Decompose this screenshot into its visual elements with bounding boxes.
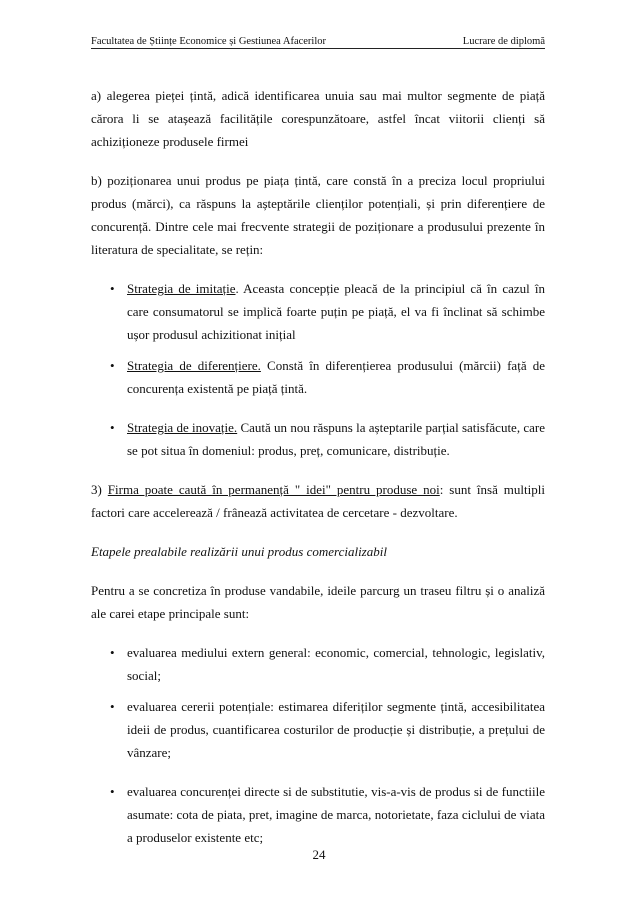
step-text: evaluarea mediului extern general: economic, comercial, tehnologic, legislativ, social; bbox=[127, 645, 545, 683]
list-item bbox=[91, 641, 545, 687]
header-thesis-label: Lucrare de diplomă bbox=[462, 36, 545, 47]
bullet-icon: • bbox=[110, 358, 115, 373]
list-item bbox=[91, 416, 545, 462]
step-text: evaluarea cererii potențiale: estimarea diferiților segmente țintă, accesibilitatea ideii de produs, cuantificarea costurilor de producție și distribuție, a prețului de vânzare; bbox=[127, 699, 545, 760]
page-number: 24 bbox=[312, 847, 326, 862]
list-item bbox=[91, 780, 545, 849]
paragraph-intro: Pentru a se concretiza în produse vandabile, ideile parcurg un traseu filtru și o analiză ale carei etape principale sunt: bbox=[91, 583, 545, 621]
document-body bbox=[91, 84, 545, 865]
section-heading: Etapele prealabile realizării unui produs comercializabil bbox=[91, 544, 387, 559]
paragraph-b: b) poziționarea unui produs pe piața țintă, care constă în a preciza locul propriului produs (mărci), ca răspuns la așteptările clienților potențiali, și prin diferențiere de concurență. Dintre cele mai frecvente strategii de poziționare a produsului prezente în literatura de specialitate, se rețin: bbox=[91, 173, 545, 257]
strategy-title: Strategia de inovație. bbox=[127, 420, 238, 435]
strategy-list bbox=[91, 277, 545, 462]
strategy-sep: . bbox=[235, 281, 244, 296]
page-header bbox=[91, 36, 545, 49]
list-item bbox=[91, 277, 545, 346]
strategy-text: Caută un nou răspuns la așteptarile parțial satisfăcute, care se pot situa în domeniul: produs, preț, comunicare, distribuție. bbox=[127, 420, 545, 458]
paragraph-3-prefix: 3) bbox=[91, 482, 108, 497]
strategy-text: Constă în diferențierea produsului (mărcii) față de concurența existentă pe piață țintă. bbox=[127, 358, 545, 396]
strategy-text: Aceasta concepție pleacă de la principiul că în cazul în care consumatorul se implică foarte puțin pe piață, el va fi înclinat să schimbe ușor produsul achizitionat inițial bbox=[127, 281, 545, 342]
list-item bbox=[91, 695, 545, 764]
bullet-icon: • bbox=[110, 281, 115, 296]
strategy-title: Strategia de diferențiere. bbox=[127, 358, 261, 373]
step-text: evaluarea concurenței directe si de substitutie, vis-a-vis de produs si de functiile asumate: cota de piata, pret, imagine de marca, notorietate, faza ciclului de viata a produselor existente etc; bbox=[127, 784, 545, 845]
strategy-title: Strategia de imitație bbox=[127, 281, 236, 296]
paragraph-a: a) alegerea pieței țintă, adică identificarea unuia sau mai multor segmente de piață cărora li se atașează facilitățile corespunzătoare, astfel încat viitorii clienți să achiziționeze produsele firmei bbox=[91, 88, 545, 149]
bullet-icon: • bbox=[110, 784, 115, 799]
list-item bbox=[91, 354, 545, 400]
bullet-icon: • bbox=[110, 420, 115, 435]
paragraph-3 bbox=[91, 478, 545, 524]
bullet-icon: • bbox=[110, 645, 115, 660]
steps-list bbox=[91, 641, 545, 849]
bullet-icon: • bbox=[110, 699, 115, 714]
header-faculty: Facultatea de Științe Economice și Gestiunea Afacerilor bbox=[91, 36, 326, 47]
paragraph-3-underlined: Firma poate caută în permanență " idei" pentru produse noi bbox=[107, 482, 440, 497]
paragraph-3-rest: : sunt însă multipli factori care accelerează / frânează activitatea de cercetare - dezvoltare. bbox=[91, 482, 545, 520]
